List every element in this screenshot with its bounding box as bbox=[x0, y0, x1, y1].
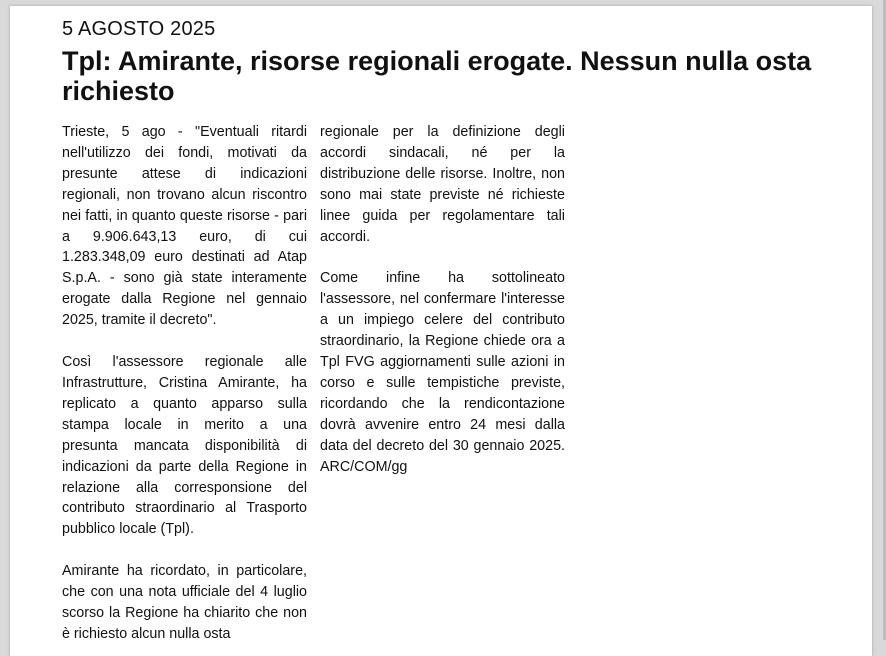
document-page bbox=[10, 6, 872, 656]
paragraph: Così l'assessore regionale alle Infrastrutture, Cristina Amirante, ha replicato a quanto apparso sulla stampa locale in merito a una presunta mancata disponibilità di indicazioni da parte della Regione in relazione alla corresponsione del contributo straordinario al Trasporto pubblico locale (Tpl). bbox=[62, 354, 307, 538]
article-column-left bbox=[62, 122, 307, 656]
article-date: 5 AGOSTO 2025 bbox=[62, 18, 216, 40]
paragraph: Trieste, 5 ago - "Eventuali ritardi nell'utilizzo dei fondi, motivati da presunte attese di indicazioni regionali, non trovano alcun riscontro nei fatti, in quanto queste risorse - pari a 9.906.643,13 euro, di cui 1.283.348,09 euro destinati ad Atap S.p.A. - sono già state interamente erogate dalla Regione nel gennaio 2025, tramite il decreto". bbox=[62, 124, 307, 329]
paragraph: Come infine ha sottolineato l'assessore, nel confermare l'interesse a un impiego celere del contributo straordinario, la Regione chiede ora a Tpl FVG aggiornamenti sulle azioni in corso e sulle tempistiche previste, ricordando che la rendicontazione dovrà avvenire entro 24 mesi dalla data del decreto del 30 gennaio 2025. ARC/COM/gg bbox=[320, 270, 565, 475]
paragraph: regionale per la definizione degli accordi sindacali, né per la distribuzione delle risorse. Inoltre, non sono mai state previste né richieste linee guida per regolamentare tali accordi. bbox=[320, 124, 565, 245]
paragraph: Amirante ha ricordato, in particolare, che con una nota ufficiale del 4 luglio scorso la Regione ha chiarito che non è richiesto alcun nulla osta bbox=[62, 563, 307, 642]
article-column-right bbox=[320, 122, 565, 499]
article-title: Tpl: Amirante, risorse regionali erogate. Nessun nulla osta richiesto bbox=[62, 46, 812, 106]
